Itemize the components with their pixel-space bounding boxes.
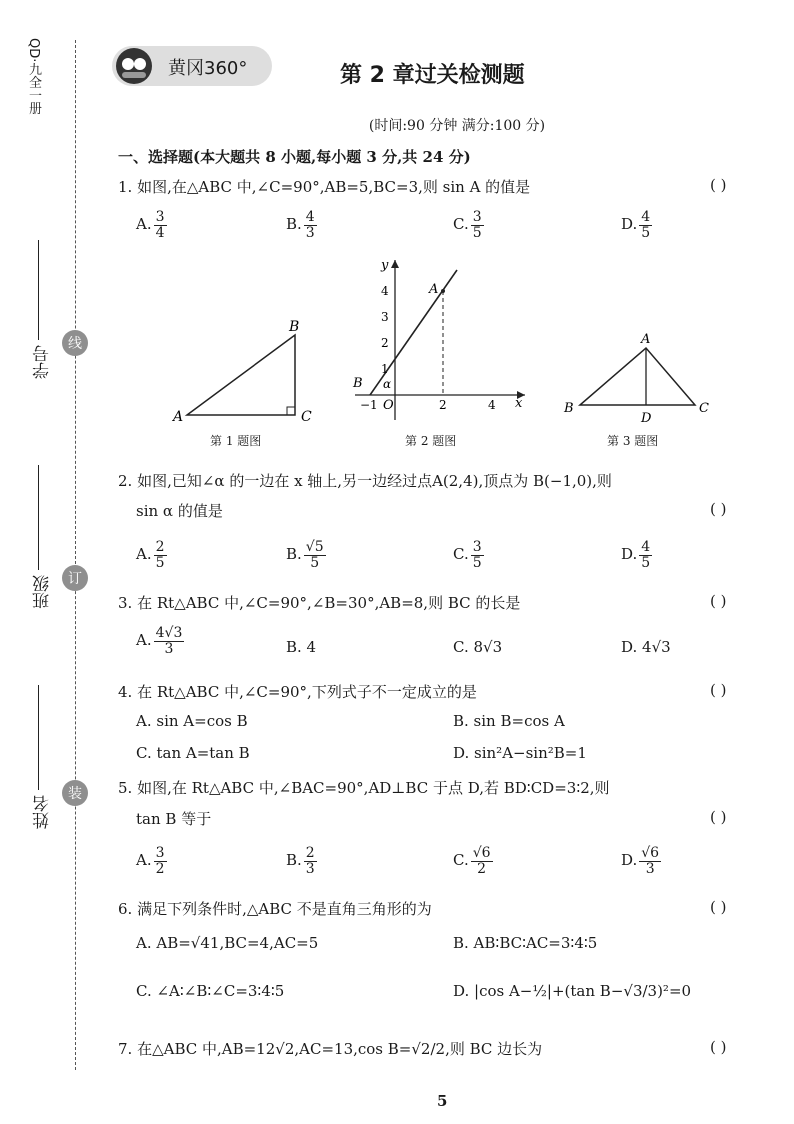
question-3: 3. 在 Rt△ABC 中,∠C=90°,∠B=30°,AB=8,则 BC 的长是 [118, 594, 521, 612]
answer-paren-2: ( ) [710, 500, 727, 518]
q6-option-b: B. AB∶BC∶AC=3∶4∶5 [453, 934, 598, 952]
fig2-label-o: O [383, 398, 394, 413]
seal-ding-badge: 订 [62, 565, 88, 591]
class-label: 班级 [33, 575, 53, 609]
seal-zhuang-badge: 装 [62, 780, 88, 806]
question-7: 7. 在△ABC 中,AB=12√2,AC=13,cos B=√2/2,则 BC 边长为 [118, 1040, 543, 1058]
fig1-caption: 第 1 题图 [210, 434, 262, 448]
q6-option-c: C. ∠A∶∠B∶∠C=3∶4∶5 [136, 982, 285, 1000]
q6-option-a: A. AB=√41,BC=4,AC=5 [136, 934, 319, 952]
brand-logo-icon [116, 48, 152, 84]
class-line [38, 465, 39, 570]
fig2-tick-x2: 2 [439, 398, 447, 412]
q1-option-a: A. $\frac{3}{4}$ [136, 209, 165, 241]
question-6: 6. 满足下列条件时,△ABC 不是直角三角形的为 [118, 900, 432, 918]
q3-option-b: B. 4 [286, 638, 317, 656]
question-5-line2: tan B 等于 [136, 810, 212, 828]
page-number: 5 [437, 1092, 448, 1110]
answer-paren-6: ( ) [710, 898, 727, 916]
fig3-caption: 第 3 题图 [607, 434, 659, 448]
q4-option-d: D. sin²A−sin²B=1 [453, 744, 587, 762]
q5-option-c: C. $\frac{√6}{2}$ [453, 845, 491, 877]
q4-option-c: C. tan A=tan B [136, 744, 250, 762]
fig2-tick-y2: 2 [381, 336, 389, 350]
section-heading: 一、选择题(本大题共 8 小题,每小题 3 分,共 24 分) [118, 148, 471, 166]
q5-option-d: D. $\frac{√6}{3}$ [621, 845, 660, 877]
q2-option-d: D. $\frac{4}{5}$ [621, 539, 651, 571]
fig2-x-axis-label: x [515, 396, 523, 411]
q3-option-c: C. 8√3 [453, 638, 503, 656]
q1-option-d: D. $\frac{4}{5}$ [621, 209, 651, 241]
question-4: 4. 在 Rt△ABC 中,∠C=90°,下列式子不一定成立的是 [118, 683, 477, 701]
fig2-tick-y4: 4 [381, 284, 389, 298]
binding-dashed-line [75, 40, 76, 1070]
answer-paren-5: ( ) [710, 808, 727, 826]
q4-option-b: B. sin B=cos A [453, 712, 565, 730]
figure-2 [345, 255, 535, 425]
answer-paren-1: ( ) [710, 176, 727, 194]
answer-paren-4: ( ) [710, 681, 727, 699]
q2-option-a: A. $\frac{2}{5}$ [136, 539, 165, 571]
question-2: 2. 如图,已知∠α 的一边在 x 轴上,另一边经过点A(2,4),顶点为 B(−1,0),则 [118, 472, 612, 490]
question-2-line2: sin α 的值是 [136, 502, 223, 520]
fig2-tick-y1: 1 [381, 362, 389, 376]
fig2-tick-xm1: −1 [360, 398, 378, 412]
book-code: QD·九全一册 [26, 38, 41, 115]
fig2-label-b: B [353, 376, 363, 391]
figure-1 [165, 315, 325, 430]
fig3-label-a: A [641, 332, 651, 347]
fig1-label-c: C [301, 409, 312, 425]
fig2-tick-x4: 4 [488, 398, 496, 412]
figure-3 [560, 330, 720, 430]
q2-option-c: C. $\frac{3}{5}$ [453, 539, 482, 571]
question-5: 5. 如图,在 Rt△ABC 中,∠BAC=90°,AD⊥BC 于点 D,若 BD∶CD=3∶2,则 [118, 779, 610, 797]
q5-option-a: A. $\frac{3}{2}$ [136, 845, 165, 877]
q4-option-a: A. sin A=cos B [136, 712, 248, 730]
exam-subtitle: (时间:90 分钟 满分:100 分) [368, 118, 546, 134]
fig2-label-a: A [429, 282, 439, 297]
student-id-label: 学号 [33, 345, 53, 379]
fig3-label-b: B [564, 401, 574, 416]
q1-option-c: C. $\frac{3}{5}$ [453, 209, 482, 241]
fig2-y-axis-label: y [381, 258, 389, 273]
q2-option-b: B. $\frac{√5}{5}$ [286, 539, 324, 571]
student-id-line [38, 240, 39, 340]
page-title: 第 2 章过关检测题 [340, 63, 525, 88]
fig1-label-a: A [173, 409, 184, 425]
seal-xian-badge: 线 [62, 330, 88, 356]
q1-option-b: B. $\frac{4}{3}$ [286, 209, 315, 241]
name-line [38, 685, 39, 790]
fig3-label-d: D [641, 411, 652, 426]
fig1-label-b: B [289, 319, 300, 335]
q3-option-d: D. 4√3 [621, 638, 671, 656]
question-1: 1. 如图,在△ABC 中,∠C=90°,AB=5,BC=3,则 sin A 的值是 [118, 178, 531, 196]
answer-paren-7: ( ) [710, 1038, 727, 1056]
fig3-label-c: C [699, 401, 709, 416]
q5-option-b: B. $\frac{2}{3}$ [286, 845, 315, 877]
fig2-tick-y3: 3 [381, 310, 389, 324]
q6-option-d: D. |cos A−½|+(tan B−√3/3)²=0 [453, 982, 692, 1000]
answer-paren-3: ( ) [710, 592, 727, 610]
fig2-caption: 第 2 题图 [405, 434, 457, 448]
brand-name: 黄冈360° [168, 58, 248, 79]
q3-option-a: A. $\frac{4√3}{3}$ [136, 625, 183, 657]
name-label: 姓名 [33, 795, 53, 829]
fig2-label-alpha: α [383, 377, 392, 391]
